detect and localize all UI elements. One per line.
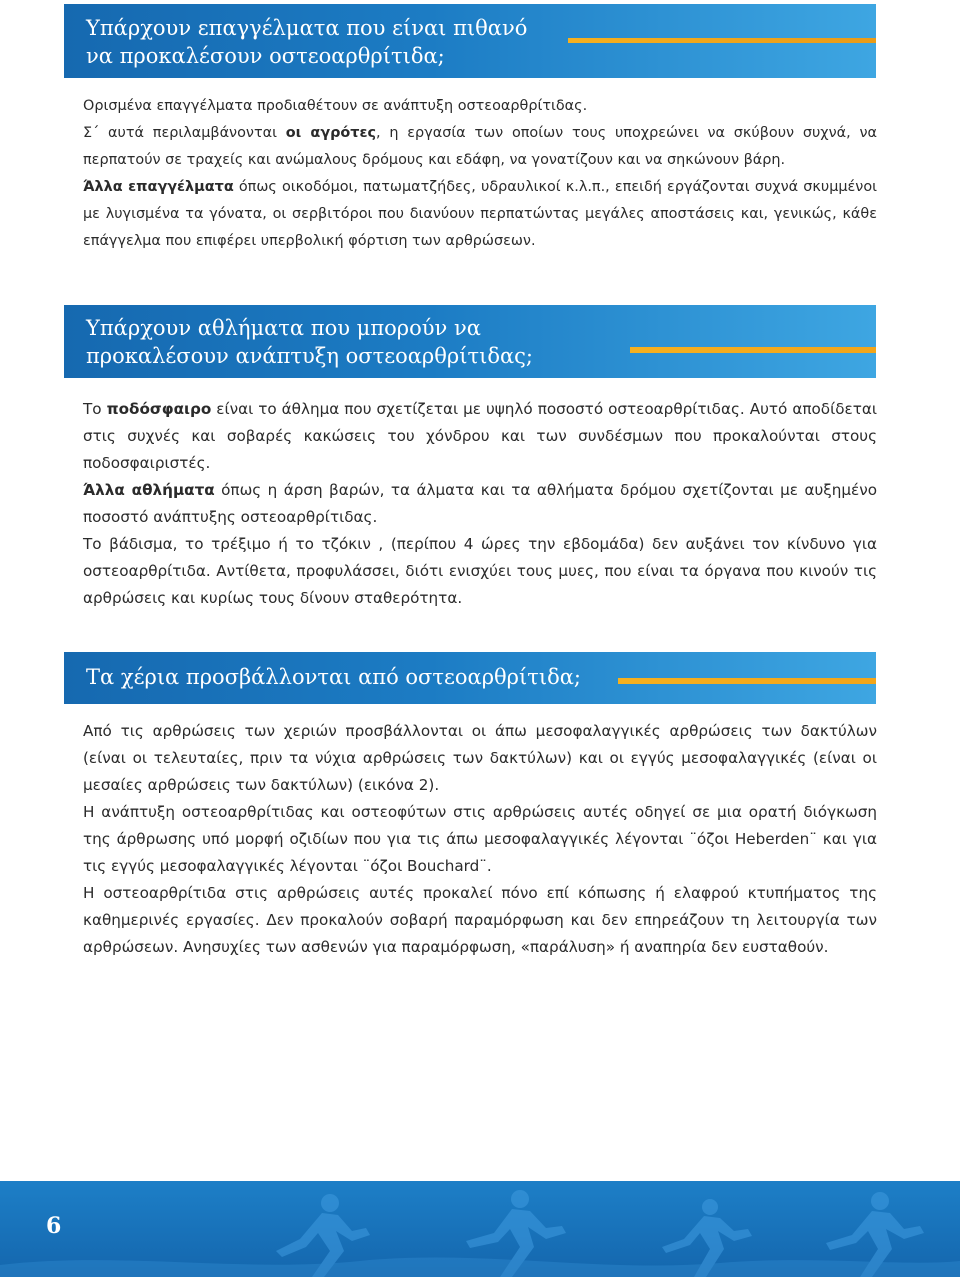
- section-heading-line: Υπάρχουν επαγγέλματα που είναι πιθανό: [86, 16, 528, 40]
- section-heading-line: Τα χέρια προσβάλλονται από οστεοαρθρίτιδα;: [86, 665, 582, 689]
- bold-term: οι αγρότες: [285, 125, 377, 141]
- heading-accent-bar: [618, 678, 876, 684]
- text-run: Η οστεοαρθρίτιδα στις αρθρώσεις αυτές προκαλεί πόνο επί κόπωσης ή ελαφρού κτυπήματος της καθημερινές εργασίες. Δεν προκαλούν σοβαρή παραμόρφωση και δεν επηρεάζουν τη λειτουργία των αρθρώσεων. Ανησυχίες των ασθενών για παραμόρφωση, «παράλυση» ή αναπηρία δεν ευσταθούν.: [83, 884, 877, 956]
- text-run: Σ΄ αυτά περιλαμβάνονται: [83, 125, 286, 141]
- section-heading-line: Υπάρχουν αθλήματα που μπορούν να: [86, 316, 481, 340]
- section-body-hands: [83, 718, 877, 961]
- heading-accent-bar: [568, 38, 876, 43]
- runners-silhouette-icon: [0, 1181, 960, 1277]
- section-body-sports: [83, 396, 877, 612]
- text-run: όπως οικοδόμοι, πατωματζήδες, υδραυλικοί κ.λ.π., επειδή εργάζονται συχνά σκυμμένοι με λυγισμένα τα γόνατα, οι σερβιτόροι που διανύουν περπατώντας μεγάλες αποστάσεις και, γενικώς, κάθε επάγγελμα που επιφέρει υπερβολική φόρτιση των αρθρώσεων.: [83, 179, 877, 249]
- bold-term: Άλλα αθλήματα: [83, 481, 215, 499]
- bold-term: Άλλα επαγγέλματα: [83, 179, 234, 195]
- section-body-occupations: [83, 93, 877, 255]
- section-heading-line: να προκαλέσουν οστεοαρθρίτιδα;: [86, 44, 445, 68]
- page-number: 6: [46, 1213, 62, 1239]
- text-run: είναι το άθλημα που σχετίζεται με υψηλό ποσοστό οστεοαρθρίτιδας. Αυτό αποδίδεται στις συχνές και σοβαρές κακώσεις του χόνδρου και των συνδέσμων που προκαλούνται στους ποδοσφαιριστές.: [83, 400, 878, 472]
- text-run: Ορισμένα επαγγέλματα προδιαθέτουν σε ανάπτυξη οστεοαρθρίτιδας.: [83, 98, 588, 114]
- paragraph: [83, 93, 877, 174]
- text-run: Το: [83, 400, 107, 418]
- section-banner-occupations: [64, 4, 876, 78]
- paragraph: [83, 531, 877, 612]
- paragraph: [83, 477, 877, 531]
- text-run: Από τις αρθρώσεις των χεριών προσβάλλονται οι άπω μεσοφαλαγγικές αρθρώσεις των δακτύλων (είναι οι τελευταίες, πριν τα νύχια αρθρώσεις των δακτύλων) και οι εγγύς μεσοφαλαγγικές (είναι οι μεσαίες αρθρώσεις των δακτύλων) (εικόνα 2).: [83, 722, 877, 794]
- paragraph: [83, 718, 877, 799]
- bold-term: ποδόσφαιρο: [106, 400, 212, 418]
- text-run: όπως η άρση βαρών, τα άλματα και τα αθλήματα δρόμου σχετίζονται με αυξημένο ποσοστό ανάπτυξης οστεοαρθρίτιδας.: [83, 481, 877, 526]
- section-banner-sports: [64, 305, 876, 378]
- text-run: , η εργασία των οποίων τους υποχρεώνει να σκύβουν συχνά, να περπατούν σε τραχείς και ανώμαλους δρόμους και εδάφη, να γονατίζουν και να σηκώνουν βάρη.: [83, 125, 877, 168]
- heading-accent-bar: [630, 347, 876, 353]
- section-heading-line: προκαλέσουν ανάπτυξη οστεοαρθρίτιδας;: [86, 344, 533, 368]
- paragraph: [83, 880, 877, 961]
- paragraph: [83, 799, 877, 880]
- page-footer: [0, 1181, 960, 1277]
- section-banner-hands: [64, 652, 876, 704]
- text-run: Η ανάπτυξη οστεοαρθρίτιδας και οστεοφύτων στις αρθρώσεις αυτές οδηγεί σε μια ορατή διόγκωση της άρθρωσης υπό μορφή οζιδίων που για τις άπω μεσοφαλαγγικές λέγονται ¨όζοι Heberden¨ και για τις εγγύς μεσοφαλαγγικές λέγονται ¨όζοι Bouchard¨.: [83, 803, 877, 875]
- text-run: Το βάδισμα, το τρέξιμο ή το τζόκιν , (περίπου 4 ώρες την εβδομάδα) δεν αυξάνει τον κίνδυνο για οστεοαρθρίτιδα. Αντίθετα, προφυλάσσει, διότι ενισχύει τους μυες, που είναι τα όργανα που κινούν τις αρθρώσεις και κυρίως τους δίνουν σταθερότητα.: [83, 535, 877, 607]
- paragraph: [83, 396, 877, 477]
- paragraph: [83, 174, 877, 255]
